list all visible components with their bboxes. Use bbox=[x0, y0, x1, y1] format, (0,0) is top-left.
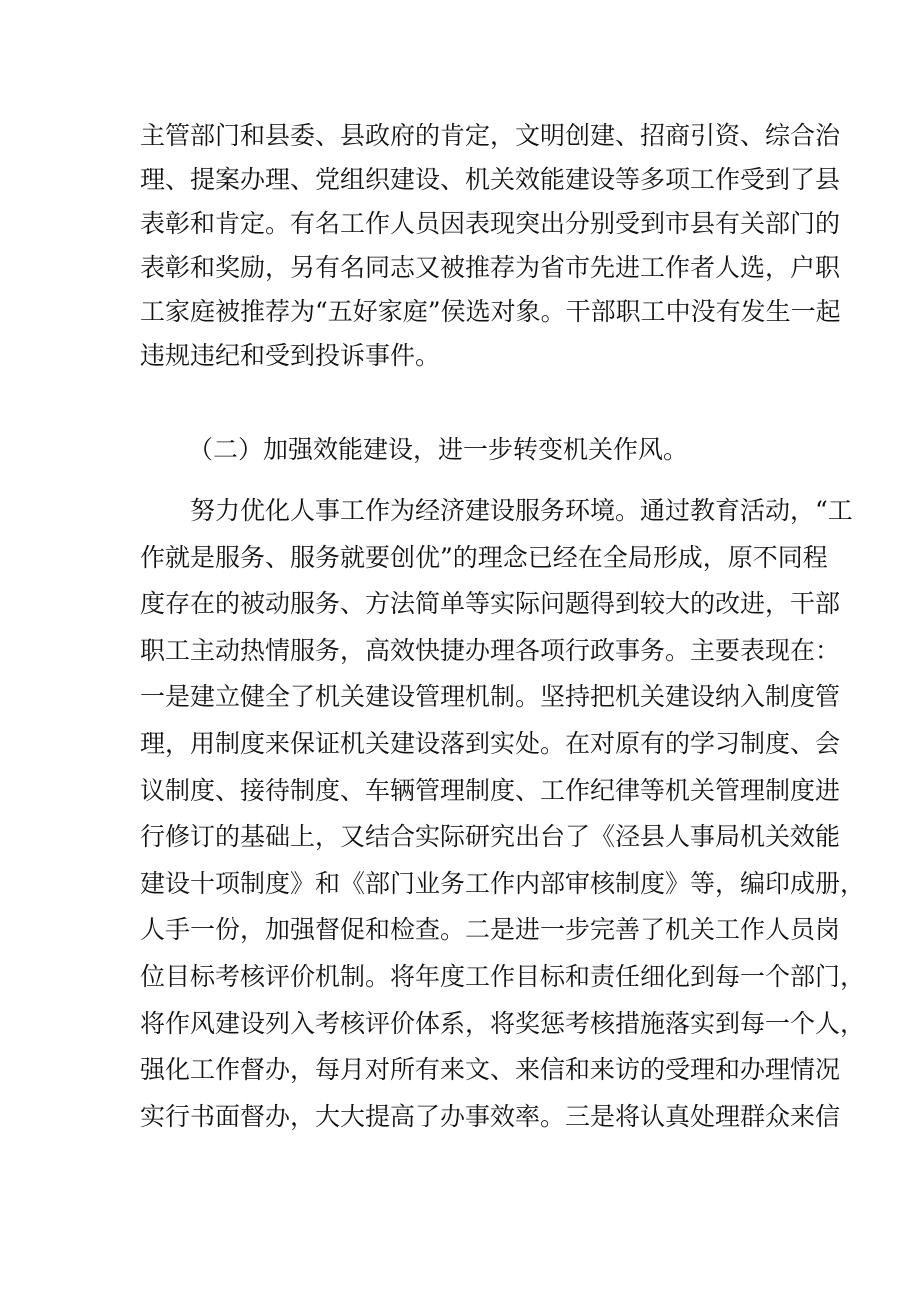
text-line: 主管部门和县委、县政府的肯定，文明创建、招商引资、综合治 bbox=[140, 121, 841, 150]
text-line: 表彰和奖励，另有名同志又被推荐为省市先进工作者人选，户职 bbox=[140, 253, 841, 282]
text-line: 行修订的基础上，又结合实际研究出台了《泾县人事局机关效能 bbox=[140, 822, 841, 852]
text-line: 表彰和肯定。有名工作人员因表现突出分别受到市县有关部门的 bbox=[140, 209, 841, 238]
text-line: 努力优化人事工作为经济建设服务环境。通过教育活动，“工 bbox=[140, 496, 853, 525]
paragraph-efficiency bbox=[140, 488, 866, 1140]
text-line: 人手一份，加强督促和检查。二是进一步完善了机关工作人员岗 bbox=[140, 915, 841, 945]
text-line: 强化工作督办，每月对所有来文、来信和来访的受理和办理情况 bbox=[140, 1055, 841, 1085]
paragraph-achievements bbox=[140, 114, 841, 378]
text-line: 理、提案办理、党组织建设、机关效能建设等多项工作受到了县 bbox=[140, 165, 841, 194]
text-line: 违规违纪和受到投诉事件。 bbox=[140, 341, 441, 370]
text-line: 议制度、接待制度、车辆管理制度、工作纪律等机关管理制度进 bbox=[140, 775, 841, 805]
text-line: 实行书面督办，大大提高了办事效率。三是将认真处理群众来信 bbox=[140, 1101, 841, 1131]
section-heading bbox=[188, 428, 790, 472]
section-heading-text: （二）加强效能建设，进一步转变机关作风。 bbox=[188, 435, 689, 464]
text-line: 度存在的被动服务、方法简单等实际问题得到较大的改进，干部 bbox=[140, 589, 841, 619]
text-line: 建设十项制度》和《部门业务工作内部审核制度》等，编印成册， bbox=[140, 868, 866, 898]
text-line: 工家庭被推荐为“五好家庭”侯选对象。干部职工中没有发生一起 bbox=[140, 297, 841, 326]
text-line: 位目标考核评价机制。将年度工作目标和责任细化到每一个部门， bbox=[140, 961, 866, 991]
text-line: 一是建立健全了机关建设管理机制。坚持把机关建设纳入制度管 bbox=[140, 682, 841, 712]
text-line: 将作风建设列入考核评价体系，将奖惩考核措施落实到每一个人， bbox=[140, 1008, 866, 1038]
text-line: 理，用制度来保证机关建设落到实处。在对原有的学习制度、会 bbox=[140, 728, 841, 758]
text-line: 职工主动热情服务，高效快捷办理各项行政事务。主要表现在： bbox=[140, 635, 841, 665]
text-line: 作就是服务、服务就要创优”的理念已经在全局形成，原不同程 bbox=[140, 542, 828, 572]
